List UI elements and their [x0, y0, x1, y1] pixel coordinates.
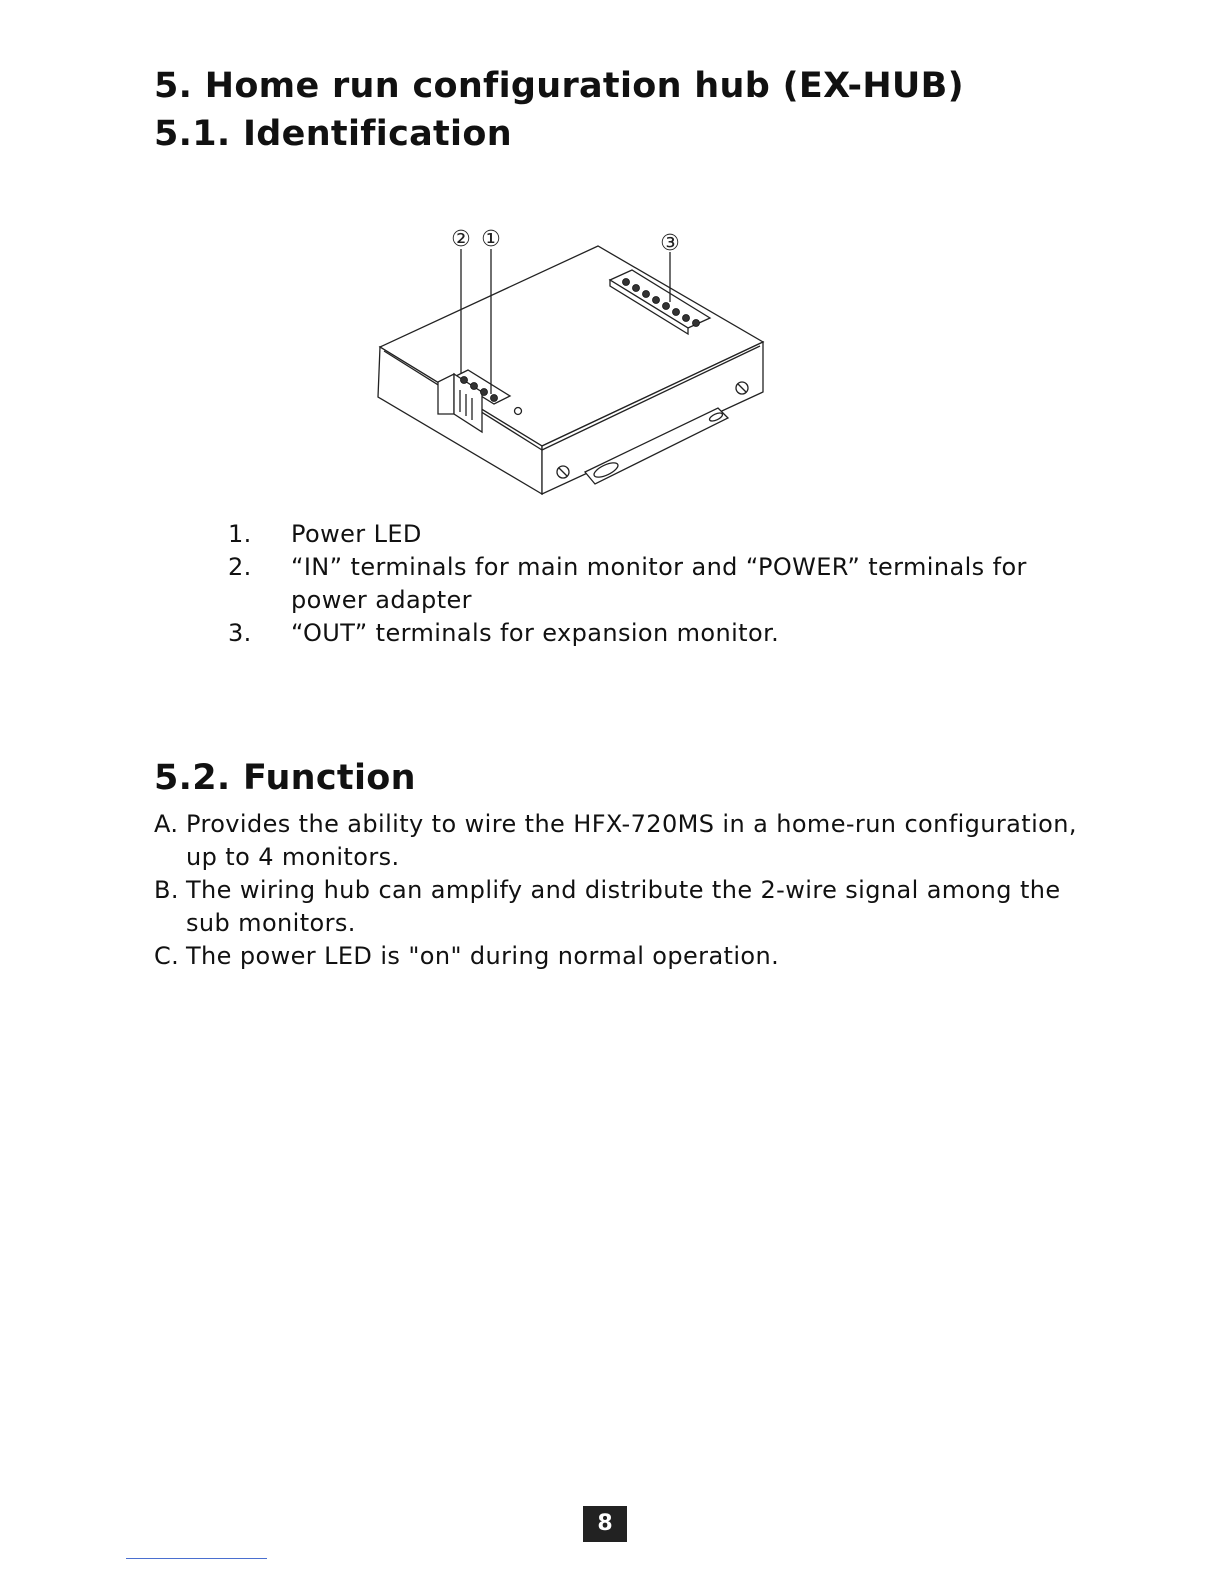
- list-item: [228, 617, 1088, 650]
- function-list: [154, 808, 1094, 973]
- list-item-text: The wiring hub can amplify and distribute the 2-wire signal among the sub monitors.: [186, 876, 1061, 937]
- list-item-letter: A.: [154, 810, 179, 838]
- identification-list: [228, 518, 1088, 650]
- ex-hub-diagram: [370, 222, 780, 502]
- list-item-number: 2.: [228, 553, 252, 581]
- list-item-number: 1.: [228, 520, 252, 548]
- list-item-text: Provides the ability to wire the HFX-720MS in a home-run configuration, up to 4 monitors.: [186, 810, 1077, 871]
- page-number: 8: [583, 1506, 627, 1542]
- callout-2-label: ②: [451, 227, 471, 252]
- function-heading: 5.2. Function: [154, 758, 416, 798]
- callout-3-label: ③: [660, 231, 680, 256]
- identification-heading: 5.1. Identification: [154, 114, 512, 154]
- list-item: [154, 940, 1094, 973]
- list-item-number: 3.: [228, 619, 252, 647]
- list-item: [154, 808, 1094, 874]
- list-item-text: Power LED: [291, 520, 422, 548]
- list-item-letter: C.: [154, 942, 180, 970]
- footer-divider: [126, 1558, 267, 1559]
- callout-1-label: ①: [481, 227, 501, 252]
- list-item: [154, 874, 1094, 940]
- list-item: [228, 518, 1088, 551]
- list-item-letter: B.: [154, 876, 179, 904]
- list-item: [228, 551, 1088, 617]
- list-item-text: “IN” terminals for main monitor and “POWER” terminals for power adapter: [291, 553, 1027, 614]
- chapter-title: 5. Home run configuration hub (EX-HUB): [154, 66, 964, 106]
- list-item-text: The power LED is "on" during normal operation.: [186, 942, 780, 970]
- list-item-text: “OUT” terminals for expansion monitor.: [291, 619, 780, 647]
